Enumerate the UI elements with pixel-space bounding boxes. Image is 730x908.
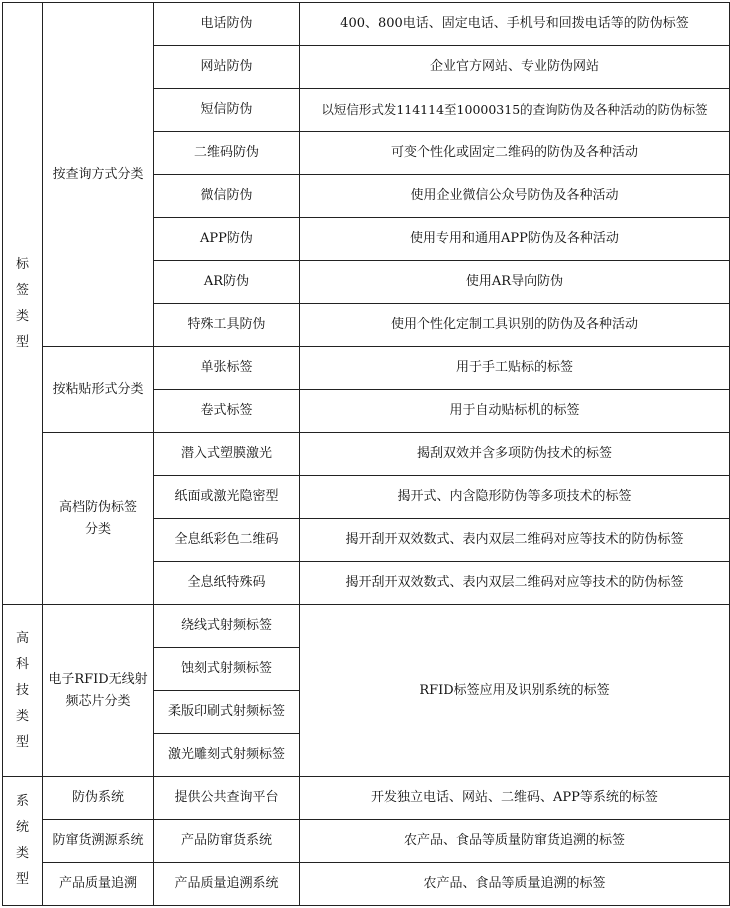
category-hightech-types: 高科技类型 [3,605,43,777]
type-cell: 全息纸彩色二维码 [154,519,300,562]
desc-cell-rfid: RFID标签应用及识别系统的标签 [300,605,730,777]
type-cell: 纸面或激光隐密型 [154,476,300,519]
type-cell: 特殊工具防伪 [154,304,300,347]
desc-cell: 用于自动贴标机的标签 [300,390,730,433]
group-by-query-method: 按查询方式分类 [43,3,154,347]
desc-cell: 使用专用和通用APP防伪及各种活动 [300,218,730,261]
desc-cell: 以短信形式发114114至10000315的查询防伪及各种活动的防伪标签 [300,89,730,132]
type-cell: 绕线式射频标签 [154,605,300,648]
desc-cell: 农产品、食品等质量防窜货追溯的标签 [300,820,730,863]
type-cell: 单张标签 [154,347,300,390]
table-row [3,820,730,863]
desc-cell: 揭开式、内含隐形防伪等多项技术的标签 [300,476,730,519]
desc-cell: 揭开刮开双效数式、表内双层二维码对应等技术的防伪标签 [300,562,730,605]
anti-counterfeit-label-table [2,2,730,906]
type-cell: 短信防伪 [154,89,300,132]
desc-cell: 可变个性化或固定二维码的防伪及各种活动 [300,132,730,175]
table-row [3,777,730,820]
desc-cell: 400、800电话、固定电话、手机号和回拨电话等的防伪标签 [300,3,730,46]
table-row [3,605,730,648]
type-cell: 电话防伪 [154,3,300,46]
type-cell: 全息纸特殊码 [154,562,300,605]
desc-cell: 企业官方网站、专业防伪网站 [300,46,730,89]
type-cell: 网站防伪 [154,46,300,89]
category-label-types: 标签类型 [3,3,43,605]
type-cell: 提供公共查询平台 [154,777,300,820]
desc-cell: 开发独立电话、网站、二维码、APP等系统的标签 [300,777,730,820]
group-premium-labels: 高档防伪标签分类 [43,433,154,605]
type-cell: 卷式标签 [154,390,300,433]
desc-cell: 使用企业微信公众号防伪及各种活动 [300,175,730,218]
desc-cell: 使用个性化定制工具识别的防伪及各种活动 [300,304,730,347]
desc-cell: 农产品、食品等质量追溯的标签 [300,863,730,906]
type-cell: 产品防窜货系统 [154,820,300,863]
group-rfid: 电子RFID无线射频芯片分类 [43,605,154,777]
type-cell: AR防伪 [154,261,300,304]
desc-cell: 用于手工贴标的标签 [300,347,730,390]
type-cell: 激光雕刻式射频标签 [154,734,300,777]
type-cell: 微信防伪 [154,175,300,218]
table-row [3,433,730,476]
category-system-types: 系统类型 [3,777,43,906]
system-name-cell: 产品质量追溯 [43,863,154,906]
type-cell: APP防伪 [154,218,300,261]
system-name-cell: 防伪系统 [43,777,154,820]
type-cell: 二维码防伪 [154,132,300,175]
type-cell: 柔版印刷式射频标签 [154,691,300,734]
table-row [3,347,730,390]
desc-cell: 揭开刮开双效数式、表内双层二维码对应等技术的防伪标签 [300,519,730,562]
system-name-cell: 防窜货溯源系统 [43,820,154,863]
desc-cell: 使用AR导向防伪 [300,261,730,304]
desc-cell: 揭刮双效并含多项防伪技术的标签 [300,433,730,476]
type-cell: 产品质量追溯系统 [154,863,300,906]
group-by-paste-form: 按粘贴形式分类 [43,347,154,433]
type-cell: 蚀刻式射频标签 [154,648,300,691]
table-row [3,863,730,906]
type-cell: 潜入式塑膜激光 [154,433,300,476]
table-row [3,3,730,46]
